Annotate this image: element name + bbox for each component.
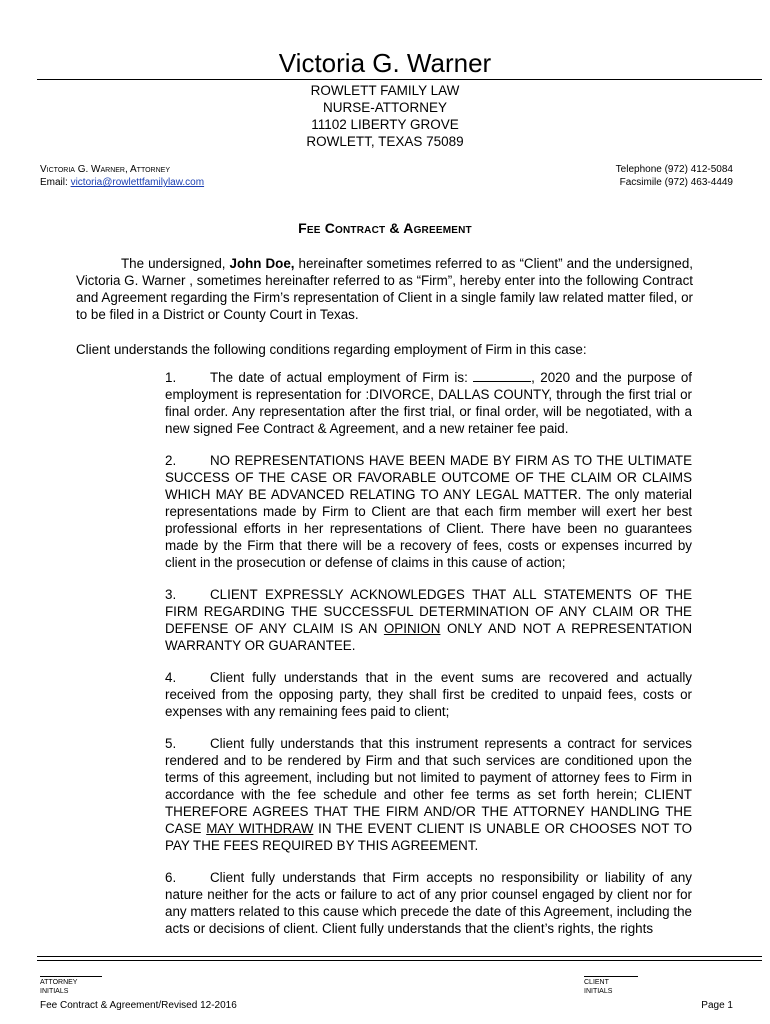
item-text: Client fully understands that this instrument represents a contract for services rendered and to be rendered by Firm and that such services are conditioned upon the terms of this agreement, including but not limited to payment of attorney fees to Firm in accordance with the fee schedule and other fee terms as set forth herein; CLIENT THEREFORE AGREES THAT THE FIRM AND/OR THE ATTORNEY HANDLING THE CASE (165, 736, 692, 836)
item-number: 2. (165, 453, 177, 468)
conditions-list (165, 369, 692, 952)
condition-item (165, 735, 692, 854)
item-number: 3. (165, 587, 177, 602)
client-name: John Doe, (229, 256, 295, 271)
condition-item (165, 586, 692, 654)
email-label: Email: (40, 177, 71, 188)
footer-double-rule (37, 956, 762, 961)
item-text: ONLY AND NOT A REPRESENTATION WARRANTY OR GUARANTEE. (165, 621, 692, 653)
attorney-name-heading: Victoria G. Warner (278, 48, 492, 78)
condition-item (165, 669, 692, 720)
intro-paragraph (76, 255, 693, 323)
page-number: Page 1 (701, 1000, 733, 1011)
facsimile-line: Facsimile (972) 463-4449 (619, 177, 733, 188)
item-text: Client fully understands that in the event sums are recovered and actually received from the opposing party, they shall first be credited to unpaid fees, costs or expenses with any remaining fees paid to client; (165, 670, 692, 719)
conditions-lead: Client understands the following conditions regarding employment of Firm in this case: (76, 342, 587, 357)
attorney-line: Victoria G. Warner, Attorney (40, 164, 170, 175)
item-text: The date of actual employment of Firm is: (210, 370, 474, 385)
address-line: NURSE-ATTORNEY (322, 100, 447, 115)
condition-item (165, 452, 692, 571)
contact-left-block (40, 163, 204, 189)
condition-item (165, 869, 692, 937)
address-line: ROWLETT FAMILY LAW (310, 83, 460, 98)
email-link[interactable]: victoria@rowlettfamilylaw.com (70, 177, 205, 188)
document-title: Fee Contract & Agreement (298, 220, 472, 236)
underlined-term: OPINION (383, 621, 441, 636)
address-line: 11102 LIBERTY GROVE (311, 117, 459, 132)
condition-item (165, 369, 692, 437)
item-text: NO REPRESENTATIONS HAVE BEEN MADE BY FIRM AS TO THE ULTIMATE SUCCESS OF THE CASE OR FAVORABLE OUTCOME OF THE CLAIM OR CLAIMS WHICH MAY BE ADVANCED RELATING TO ANY LEGAL MATTER. The only material representations made by Firm to Client are that each firm member will exert her best professional efforts in her representations of Client. There have been no guarantees made by the Firm that there will be a recovery of fees, costs or expenses incurred by client in the prosecution or defense of claims in this cause of action; (165, 453, 692, 570)
telephone-line: Telephone (972) 412-5084 (615, 164, 733, 175)
intro-text: hereinafter sometimes referred to as “Client” and the undersigned, Victoria G. Warner , sometimes hereinafter referred to as “Firm”, hereby enter into the following Contract and Agreement regarding the Firm’s representation of Client in a single family law related matter filed, or to be filed in a District or County Court in Texas. (76, 256, 693, 322)
item-number: 4. (165, 670, 177, 685)
item-text: IN THE EVENT CLIENT IS UNABLE OR CHOOSES NOT TO PAY THE FEES REQUIRED BY THIS AGREEMENT. (165, 821, 692, 853)
contact-right-block (616, 163, 733, 189)
item-text: , through the first trial or final order. Any representation after the first trial, or final order, will be negotiated, with a new signed Fee Contract & Agreement, and a new retainer fee paid. (165, 387, 692, 436)
client-initials-field[interactable]: CLIENT INITIALS (584, 976, 638, 996)
intro-section (76, 255, 693, 358)
employment-date-blank[interactable] (473, 369, 531, 382)
item-text: CLIENT EXPRESSLY ACKNOWLEDGES THAT ALL STATEMENTS OF THE FIRM REGARDING THE SUCCESSFUL DETERMINATION OF ANY CLAIM OR THE DEFENSE OF ANY CLAIM IS AN (165, 587, 692, 636)
underlined-term: MAY WITHDRAW (206, 821, 314, 836)
attorney-initials-field[interactable]: ATTORNEY INITIALS (40, 976, 102, 996)
item-number: 6. (165, 870, 177, 885)
item-number: 5. (165, 736, 177, 751)
address-line: ROWLETT, TEXAS 75089 (306, 134, 464, 149)
item-text: , 2020 and the purpose of employment is representation for :DIVORCE, DALLAS COUNTY (165, 370, 692, 402)
form-revision-label: Fee Contract & Agreement/Revised 12-2016 (40, 1000, 237, 1011)
header-divider (37, 79, 762, 80)
intro-text: The undersigned, (121, 256, 230, 271)
firm-address-block (0, 82, 770, 150)
item-number: 1. (165, 370, 177, 385)
email-line (40, 176, 204, 189)
item-text: Client fully understands that Firm accepts no responsibility or liability of any nature neither for the acts or failure to act of any prior counsel engaged by client nor for any matters related to this cause which precede the date of this Agreement, including the acts or decisions of client. Client fully understands that the client’s rights, the rights (165, 870, 692, 936)
